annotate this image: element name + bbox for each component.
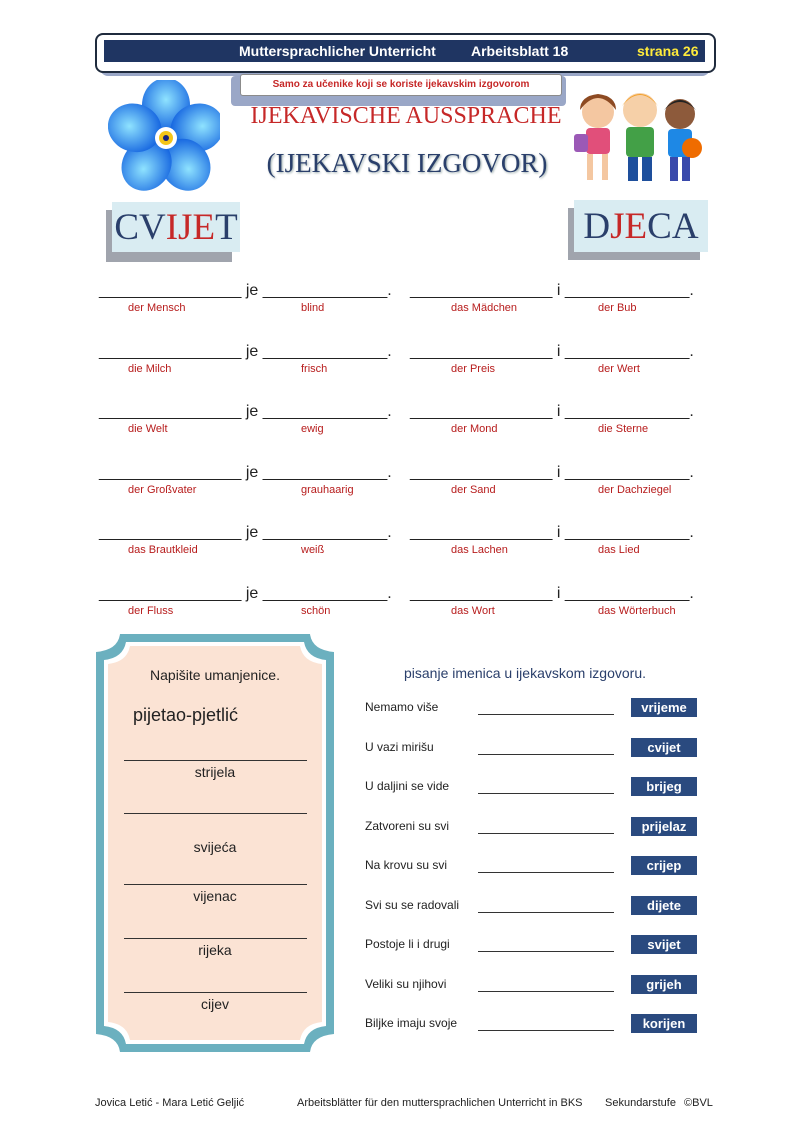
frame-item: strijela bbox=[194, 764, 236, 780]
sentence-line-left[interactable]: ________________ je ______________. bbox=[99, 342, 392, 360]
hint-word: ewig bbox=[301, 423, 324, 436]
exercise-blank[interactable] bbox=[478, 912, 614, 913]
exercise-word-badge: vrijeme bbox=[631, 698, 697, 717]
exercise-blank[interactable] bbox=[478, 714, 614, 715]
exercise-word-badge: dijete bbox=[631, 896, 697, 915]
hint-word: der Sand bbox=[451, 483, 496, 496]
sentence-line-right[interactable]: ________________ i ______________. bbox=[410, 585, 694, 602]
hint-word: der Mensch bbox=[128, 302, 186, 314]
answer-blank[interactable] bbox=[124, 760, 307, 761]
word-box-cvijet bbox=[112, 202, 240, 252]
exercise-title: pisanje imenica u ijekavskom izgovoru. bbox=[404, 665, 646, 681]
conjunction-je: je bbox=[245, 282, 259, 299]
exercise-word-badge: brijeg bbox=[631, 777, 697, 796]
exercise-label: Biljke imaju svoje bbox=[365, 1016, 458, 1030]
frame-item: vijenac bbox=[193, 888, 237, 904]
sentence-line-right[interactable]: ________________ i ______________. bbox=[410, 342, 694, 360]
word-part-highlight: IJE bbox=[165, 206, 216, 248]
exercise-word-badge: grijeh bbox=[631, 975, 697, 994]
exercise-label: Na krovu su svi bbox=[365, 858, 448, 872]
exercise-blank[interactable] bbox=[478, 951, 614, 952]
conjunction-i: i bbox=[556, 342, 561, 360]
conjunction-je: je bbox=[245, 524, 259, 542]
sentence-line-left[interactable]: ________________ je ______________. bbox=[99, 282, 392, 299]
page-title: IJEKAVISCHE AUSSPRACHE bbox=[250, 103, 562, 129]
sentence-line-left[interactable]: ________________ je ______________. bbox=[99, 463, 392, 481]
hint-word: weiß bbox=[301, 544, 325, 557]
exercise-blank[interactable] bbox=[478, 754, 614, 755]
exercise-label: Postoje li i drugi bbox=[365, 937, 450, 951]
hint-word: der Bub bbox=[598, 302, 637, 314]
header-title: Muttersprachlicher Unterricht bbox=[239, 43, 436, 59]
conjunction-je: je bbox=[245, 342, 259, 360]
footer-authors: Jovica Letić - Mara Letić Geljić bbox=[95, 1097, 245, 1109]
exercise-blank[interactable] bbox=[478, 833, 614, 834]
sentence-line-left[interactable]: ________________ je ______________. bbox=[99, 585, 392, 602]
frame-item: svijeća bbox=[193, 839, 237, 855]
hint-word: der Mond bbox=[451, 423, 498, 436]
exercise-blank[interactable] bbox=[478, 1030, 614, 1031]
page-subtitle: (IJEKAVSKI IZGOVOR) bbox=[266, 148, 548, 178]
conjunction-je: je bbox=[245, 403, 259, 421]
footer-series: Arbeitsblätter für den muttersprachlichen Unterricht in BKS bbox=[297, 1097, 583, 1109]
answer-blank[interactable] bbox=[124, 813, 307, 814]
exercise-blank[interactable] bbox=[478, 793, 614, 794]
exercise-label: U daljini se vide bbox=[365, 779, 450, 793]
sentence-line-right[interactable]: ________________ i ______________. bbox=[410, 403, 694, 421]
hint-word: die Sterne bbox=[598, 423, 649, 436]
answer-blank[interactable] bbox=[124, 884, 307, 885]
frame-title: Napišite umanjenice. bbox=[150, 667, 280, 683]
exercise-word-badge: prijelaz bbox=[631, 817, 697, 836]
header-bar bbox=[104, 40, 705, 62]
exercise-word-badge: svijet bbox=[631, 935, 697, 954]
exercise-word-badge: cvijet bbox=[631, 738, 697, 757]
footer-level: Sekundarstufe bbox=[605, 1097, 676, 1109]
hint-word: blind bbox=[301, 302, 325, 314]
hint-word: das Wörterbuch bbox=[598, 605, 676, 617]
exercise-blank[interactable] bbox=[478, 872, 614, 873]
exercise-label: Nemamo više bbox=[365, 700, 439, 714]
sentence-line-left[interactable]: ________________ je ______________. bbox=[99, 524, 392, 542]
conjunction-i: i bbox=[556, 463, 561, 481]
sentence-line-right[interactable]: ________________ i ______________. bbox=[410, 463, 694, 481]
word-part-highlight: JE bbox=[610, 205, 648, 247]
frame-item: rijeka bbox=[198, 942, 232, 958]
frame-example: pijetao-pjetlić bbox=[133, 705, 239, 725]
exercise-label: Zatvoreni su svi bbox=[365, 818, 450, 833]
word-box-djeca bbox=[574, 200, 708, 252]
conjunction-i: i bbox=[556, 403, 561, 421]
word-part: CA bbox=[647, 205, 699, 247]
hint-word: das Lachen bbox=[451, 544, 508, 557]
hint-word: die Milch bbox=[128, 362, 172, 375]
conjunction-i: i bbox=[556, 585, 561, 602]
sentence-line-right[interactable]: ________________ i ______________. bbox=[410, 282, 694, 299]
exercise-word-badge: korijen bbox=[631, 1014, 697, 1033]
hint-word: die Welt bbox=[128, 423, 168, 436]
hint-word: grauhaarig bbox=[301, 483, 354, 496]
hint-word: der Wert bbox=[598, 362, 640, 375]
hint-word: das Brautkleid bbox=[128, 544, 198, 557]
hint-word: der Dachziegel bbox=[598, 483, 672, 496]
sentence-line-left[interactable]: ________________ je ______________. bbox=[99, 403, 392, 421]
exercise-word-badge: crijep bbox=[631, 856, 697, 875]
conjunction-je: je bbox=[245, 585, 259, 602]
frame-item: cijev bbox=[200, 996, 229, 1012]
answer-blank[interactable] bbox=[124, 938, 307, 939]
word-part: D bbox=[583, 205, 611, 247]
conjunction-i: i bbox=[556, 524, 561, 542]
exercise-blank[interactable] bbox=[478, 991, 614, 992]
hint-word: das Mädchen bbox=[451, 302, 518, 314]
hint-word: das Lied bbox=[598, 544, 640, 557]
footer-copyright: ©BVL bbox=[684, 1097, 713, 1109]
answer-blank[interactable] bbox=[124, 992, 307, 993]
hint-word: der Großvater bbox=[128, 483, 197, 496]
conjunction-je: je bbox=[245, 463, 259, 481]
flower-icon bbox=[108, 80, 220, 198]
subtitle-note: Samo za učenike koji se koriste ijekavskim izgovorom bbox=[240, 74, 562, 96]
hint-word: der Fluss bbox=[128, 605, 174, 617]
sentence-line-right[interactable]: ________________ i ______________. bbox=[410, 524, 694, 542]
hint-word: schön bbox=[301, 605, 331, 617]
hint-word: frisch bbox=[301, 362, 328, 375]
children-illustration bbox=[568, 84, 708, 190]
exercise-label: U vazi mirišu bbox=[365, 739, 434, 754]
word-part: CV bbox=[114, 206, 166, 248]
word-part: T bbox=[215, 206, 238, 248]
header-page: strana 26 bbox=[637, 43, 699, 59]
hint-word: das Wort bbox=[451, 605, 495, 617]
hint-word: der Preis bbox=[451, 362, 496, 375]
exercise-label: Svi su se radovali bbox=[365, 897, 460, 912]
conjunction-i: i bbox=[556, 282, 561, 299]
header-sheet: Arbeitsblatt 18 bbox=[471, 43, 569, 59]
exercise-label: Veliki su njihovi bbox=[365, 976, 447, 991]
